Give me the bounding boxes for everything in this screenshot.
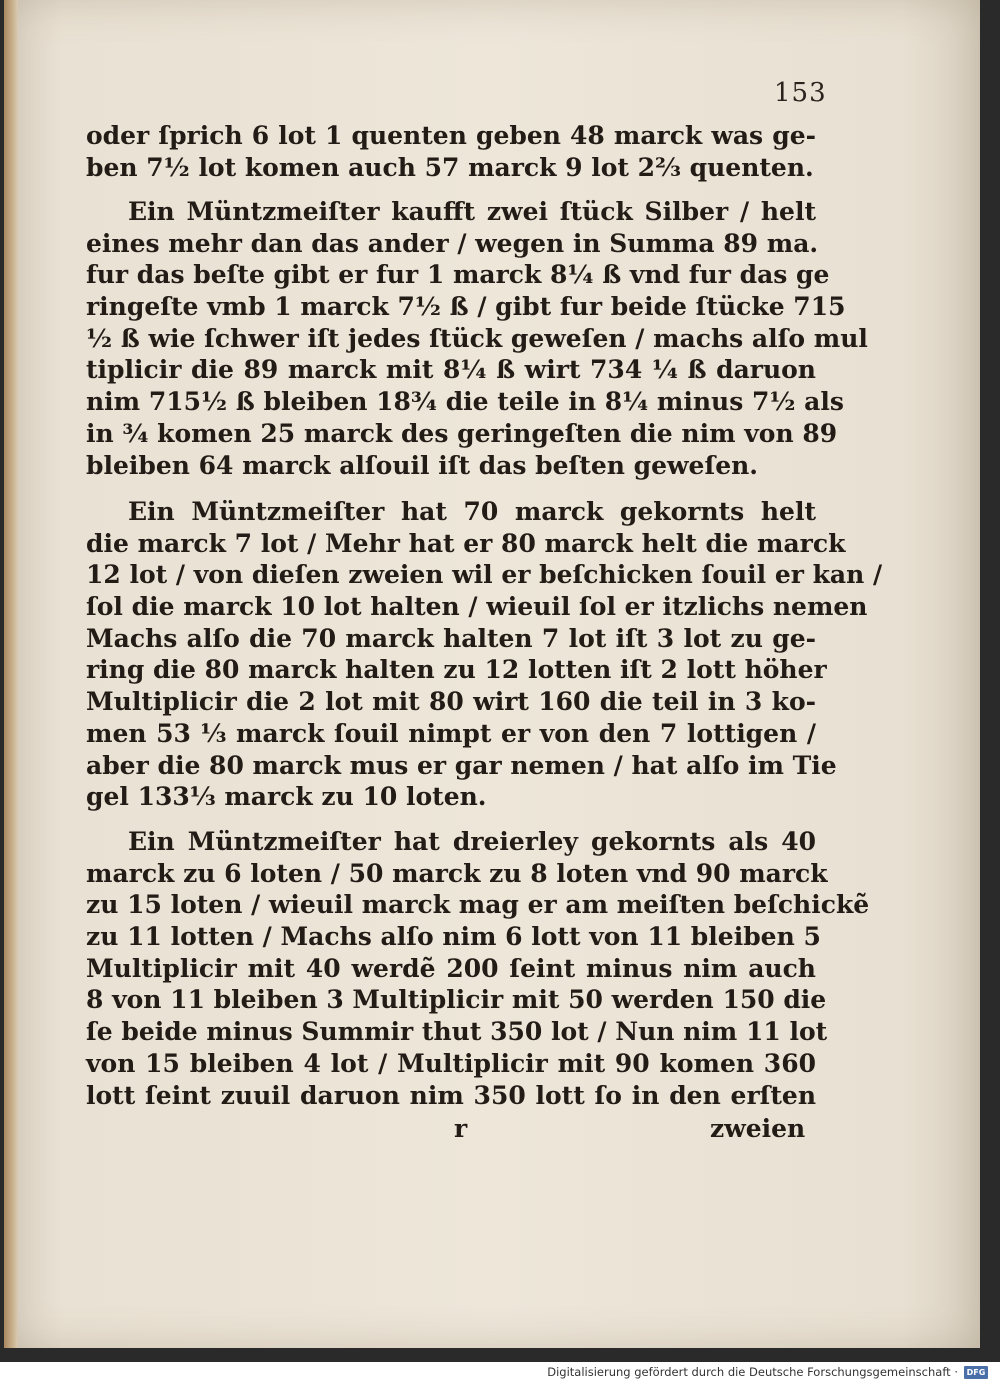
footer-bar (0, 1362, 1000, 1384)
book-page (4, 0, 980, 1348)
page-number: 153 (774, 78, 827, 108)
funding-notice: Digitalisierung gefördert durch die Deutsche Forschungsgemeinschaft · (547, 1365, 958, 1379)
text-line: bleiben 64 marck alſouil iſt das beſten geweſen. (86, 450, 758, 480)
text-line: 8 von 11 bleiben 3 Multiplicir mit 50 werden 150 die (86, 985, 827, 1015)
text-line: zu 11 lotten / Machs alſo nim 6 lott von 11 bleiben 5 (86, 922, 821, 952)
dfg-logo: DFG (964, 1366, 988, 1379)
text-line: Multiplicir mit 40 werdẽ 200 ſeint minus nim auch (86, 953, 816, 983)
catchword: zweien (710, 1114, 806, 1143)
text-line: in ¾ komen 25 marck des geringeſten die nim von 89 (86, 418, 838, 448)
text-line: gel 133⅓ marck zu 10 loten. (86, 782, 487, 812)
text-line: zu 15 loten / wieuil marck mag er am meiſten beſchickẽ (86, 890, 870, 920)
text-line: 12 lot / von dieſen zweien wil er beſchicken ſouil er kan / (86, 560, 883, 590)
text-line: Ein Müntzmeiſter hat dreierley gekornts als 40 (128, 827, 816, 856)
text-line: Ein Müntzmeiſter kaufft zwei ſtück Silber / helt (128, 197, 816, 226)
signature-mark: r (454, 1114, 468, 1143)
text-line: ring die 80 marck halten zu 12 lotten iſt 2 lott höher (86, 655, 827, 685)
text-line: lott ſeint zuuil daruon nim 350 lott ſo in den erſten (86, 1080, 816, 1110)
text-line: die marck 7 lot / Mehr hat er 80 marck helt die marck (86, 528, 846, 558)
text-line: ſe beide minus Summir thut 350 lot / Nun nim 11 lot (86, 1017, 828, 1047)
text-line: nim 715½ ß bleiben 18¾ die teile in 8¼ minus 7½ als (86, 387, 844, 417)
text-line: men 53 ⅓ marck ſouil nimpt er von den 7 lottigen / (86, 718, 816, 748)
text-line: ringeſte vmb 1 marck 7½ ß / gibt fur beide ſtücke 715 (86, 292, 846, 322)
text-line: tiplicir die 89 marck mit 8¼ ß wirt 734 ¼ ß daruon (86, 355, 816, 385)
text-line: aber die 80 marck mus er gar nemen / hat alſo im Tie (86, 750, 837, 780)
text-line: Multiplicir die 2 lot mit 80 wirt 160 die teil in 3 ko- (86, 687, 816, 717)
text-line: Machs alſo die 70 marck halten 7 lot iſt 3 lot zu ge- (86, 623, 816, 653)
paragraph-2 (86, 196, 868, 481)
text-line: ſol die marck 10 lot halten / wieuil ſol er itzlichs nemen (86, 592, 868, 622)
paragraph-1 (86, 120, 816, 183)
text-line: oder ſprich 6 lot 1 quenten geben 48 marck was ge- (86, 121, 816, 150)
text-line: von 15 bleiben 4 lot / Multiplicir mit 90 komen 360 (86, 1048, 816, 1078)
text-line: ½ ß wie ſchwer iſt jedes ſtück geweſen / machs alſo mul (86, 323, 868, 353)
text-line: marck zu 6 loten / 50 marck zu 8 loten vnd 90 marck (86, 858, 828, 888)
text-line: Ein Müntzmeiſter hat 70 marck gekornts helt (128, 497, 816, 526)
paragraph-3 (86, 496, 883, 813)
text-line: ben 7½ lot komen auch 57 marck 9 lot 2⅔ quenten. (86, 152, 814, 182)
paragraph-4 (86, 826, 870, 1111)
text-line: eines mehr dan das ander / wegen in Summa 89 ma. (86, 228, 819, 258)
page-binding-edge (4, 0, 18, 1348)
text-line: fur das beſte gibt er fur 1 marck 8¼ ß vnd fur das ge (86, 260, 830, 290)
